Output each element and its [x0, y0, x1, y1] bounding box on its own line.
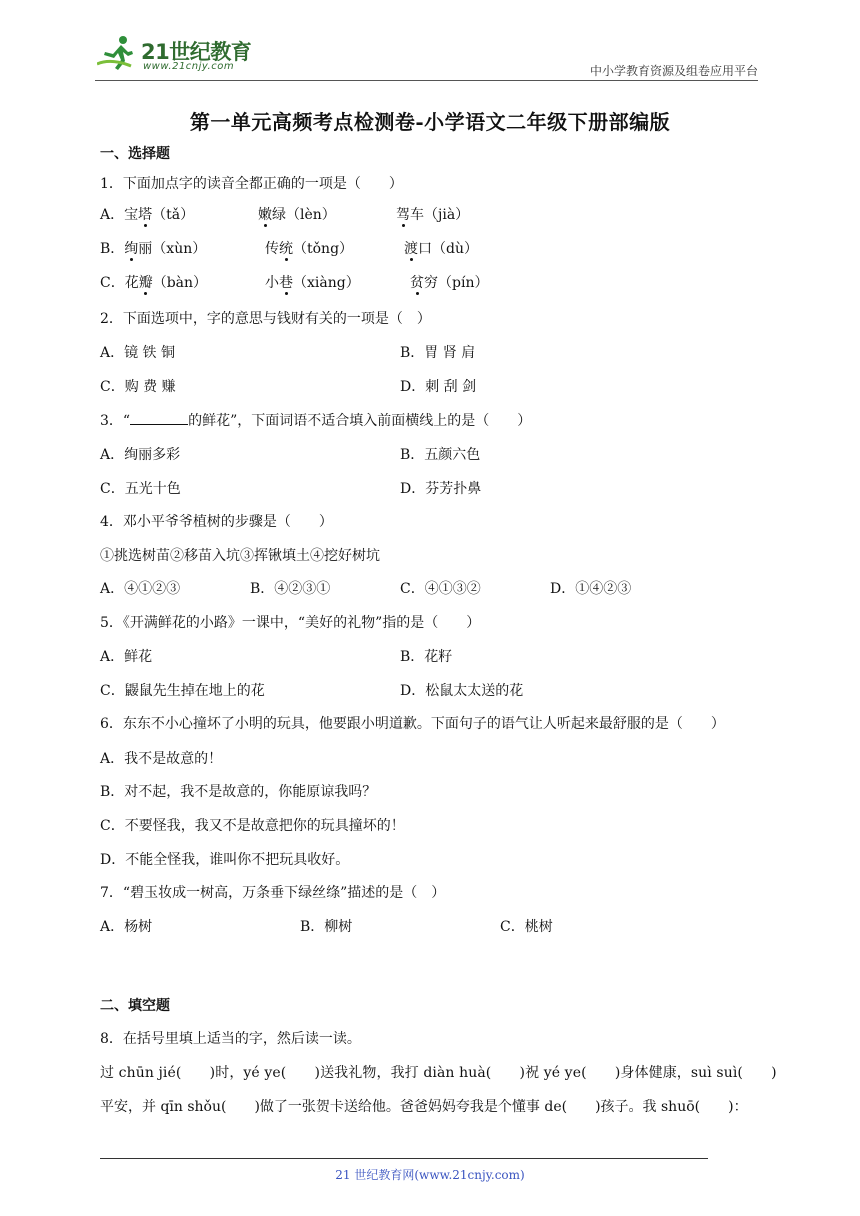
answer-blank — [130, 412, 188, 425]
footer-text[interactable]: 21 世纪教育网(www.21cnjy.com) — [335, 1168, 525, 1182]
q6-option-b[interactable]: B．对不起，我不是故意的，你能原谅我吗？ — [100, 784, 377, 800]
question-7-stem: 7．“碧玉妆成一树高，万条垂下绿丝绦”描述的是（ ） — [100, 885, 446, 901]
q4-option-c[interactable]: C．④①③② — [400, 581, 481, 597]
q5-option-d[interactable]: D．松鼠太太送的花 — [400, 683, 524, 699]
q2-option-c[interactable]: C．购 费 赚 — [100, 379, 176, 395]
platform-name: 中小学教育资源及组卷应用平台 — [589, 64, 758, 78]
logo-text: 21世纪教育 — [141, 40, 252, 64]
q1-option-c[interactable]: C．花瓣（bàn） — [100, 275, 208, 291]
q4-option-a[interactable]: A．④①②③ — [100, 581, 181, 597]
q7-option-b[interactable]: B．柳树 — [300, 919, 353, 935]
question-8-stem: 8．在括号里填上适当的字，然后读一读。 — [100, 1031, 361, 1047]
header-divider — [95, 80, 758, 81]
q5-option-a[interactable]: A．鲜花 — [100, 649, 153, 665]
page-header — [95, 30, 758, 80]
logo-url: www.21cnjy.com — [143, 61, 235, 72]
q3-option-c[interactable]: C．五光十色 — [100, 481, 181, 497]
question-4-steps: ①挑选树苗②移苗入坑③挥锹填土④挖好树坑 — [100, 548, 380, 564]
q1-option-c-word2: 小巷（xiàng） — [265, 275, 360, 291]
q1-option-a-word3: 驾车（jià） — [396, 207, 470, 223]
q7-option-a[interactable]: A．杨树 — [100, 919, 153, 935]
question-4-stem: 4．邓小平爷爷植树的步骤是（ ） — [100, 514, 333, 530]
footer-divider — [100, 1158, 708, 1159]
q3-option-d[interactable]: D．芬芳扑鼻 — [400, 481, 482, 497]
question-5-stem: 5．《开满鲜花的小路》一课中，“美好的礼物”指的是（ ） — [100, 615, 481, 631]
section-heading-2: 二、填空题 — [100, 998, 170, 1014]
q5-option-c[interactable]: C．鼹鼠先生掉在地上的花 — [100, 683, 265, 699]
question-3-stem: 3．“ 的鲜花”，下面词语不适合填入前面横线上的是（ ） — [100, 413, 532, 429]
q1-option-a[interactable]: A．宝塔（tǎ） — [100, 207, 195, 223]
question-8-line-2: 平安，并 qīn shǒu( )做了一张贺卡送给他。爸爸妈妈夸我是个懂事 de( )孩子。我 shuō( )： — [100, 1099, 748, 1115]
section-heading: 一、选择题 — [100, 146, 170, 162]
q1-option-b-word2: 传统（tǒng） — [265, 241, 354, 257]
question-6-stem: 6．东东不小心撞坏了小明的玩具，他要跟小明道歉。下面句子的语气让人听起来最舒服的是（ ） — [100, 716, 725, 732]
q1-option-b-word3: 渡口（dù） — [404, 241, 478, 257]
question-2-stem: 2．下面选项中，字的意思与钱财有关的一项是（ ） — [100, 311, 431, 327]
q1-option-a-word2: 嫩绿（lèn） — [258, 207, 336, 223]
q1-option-c-word3: 贫穷（pín） — [410, 275, 489, 291]
q5-option-b[interactable]: B．花籽 — [400, 649, 453, 665]
runner-logo-icon — [97, 34, 137, 72]
question-8-line-1: 过 chūn jié( )时，yé ye( )送我礼物，我打 diàn huà( )祝 yé ye( )身体健康，suì suì( ) — [100, 1065, 777, 1081]
q3-option-b[interactable]: B．五颜六色 — [400, 447, 481, 463]
q6-option-d[interactable]: D．不能全怪我，谁叫你不把玩具收好。 — [100, 852, 350, 868]
logo — [95, 30, 265, 76]
q2-option-b[interactable]: B．胃 肾 肩 — [400, 345, 476, 361]
q3-option-a[interactable]: A．绚丽多彩 — [100, 447, 181, 463]
q2-option-a[interactable]: A．镜 铁 铜 — [100, 345, 176, 361]
q1-option-b[interactable]: B．绚丽（xùn） — [100, 241, 207, 257]
question-1-stem: 1．下面加点字的读音全都正确的一项是（ ） — [100, 176, 403, 192]
q4-option-b[interactable]: B．④②③① — [250, 581, 331, 597]
q6-option-c[interactable]: C．不要怪我，我又不是故意把你的玩具撞坏的！ — [100, 818, 405, 834]
page-title: 第一单元高频考点检测卷-小学语文二年级下册部编版 — [189, 110, 671, 134]
q7-option-c[interactable]: C．桃树 — [500, 919, 553, 935]
q2-option-d[interactable]: D．刺 刮 剑 — [400, 379, 477, 395]
q4-option-d[interactable]: D．①④②③ — [550, 581, 632, 597]
q6-option-a[interactable]: A．我不是故意的！ — [100, 751, 223, 767]
